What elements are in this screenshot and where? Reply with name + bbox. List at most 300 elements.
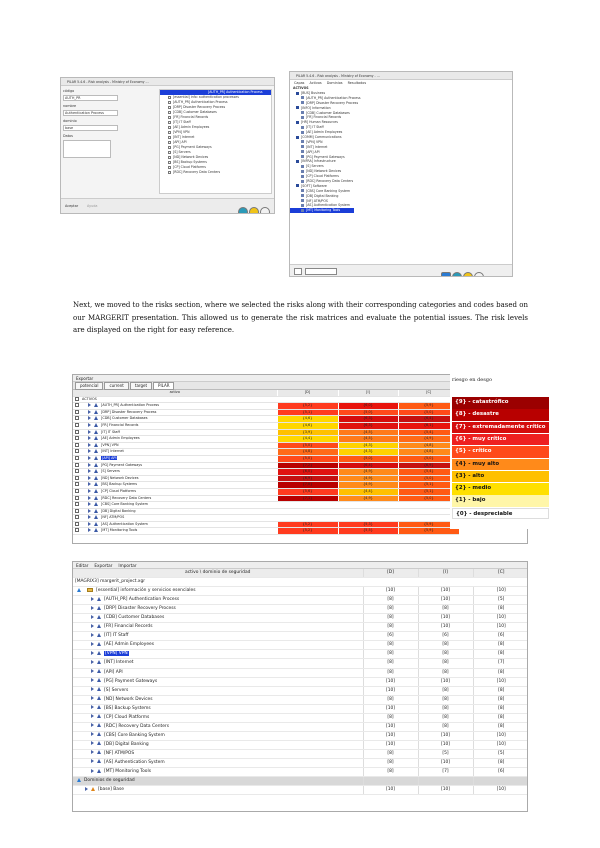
legend-item: {7} - extremadamente crítico (452, 422, 549, 434)
checkbox-icon[interactable] (75, 436, 79, 440)
asset-icon (94, 522, 98, 526)
asset-icon (301, 189, 304, 192)
risk-value-i: {4,9} (338, 469, 398, 476)
valuation-value-i: [8] (418, 668, 473, 677)
valuation-row[interactable] (73, 722, 528, 731)
valuation-row[interactable] (73, 668, 528, 677)
checkbox-icon[interactable] (75, 443, 79, 447)
valuation-value-c: [8] (473, 650, 528, 659)
risk-row[interactable] (73, 442, 459, 449)
valuation-value-d: [8] (363, 659, 418, 668)
expand-icon[interactable] (88, 502, 91, 506)
warning-icon[interactable] (463, 272, 473, 277)
checkbox-icon[interactable] (168, 126, 171, 129)
checkbox-icon[interactable] (75, 502, 79, 506)
expand-icon[interactable] (91, 723, 94, 727)
checkbox-icon[interactable] (168, 136, 171, 139)
expand-icon[interactable] (88, 489, 91, 493)
expand-icon[interactable] (88, 528, 91, 532)
expand-icon[interactable] (88, 476, 91, 480)
expand-icon[interactable] (91, 759, 94, 763)
tab-pilar[interactable]: PILAR (153, 382, 174, 390)
valuation-row[interactable] (73, 704, 528, 713)
expand-icon[interactable] (88, 436, 91, 440)
valuation-value-i: [10] (418, 614, 473, 623)
valuation-asset-cell (73, 614, 363, 623)
risk-value-c: {5,0} (398, 409, 459, 416)
risk-asset-label: [NF] ATM/POS (101, 515, 125, 520)
tree-item-label: [NF] ATM/POS (306, 198, 328, 203)
expand-icon[interactable] (91, 606, 94, 610)
risk-value-c: {5,1} (398, 482, 459, 489)
risk-row[interactable] (73, 515, 459, 522)
asset-icon (97, 606, 101, 610)
risk-asset-label: [INT] Internet (101, 449, 124, 454)
risk-value-i (338, 502, 398, 509)
checkbox-icon[interactable] (168, 131, 171, 134)
valuation-row[interactable] (73, 749, 528, 758)
valuation-value-d: [10] (363, 731, 418, 740)
risk-value-c: {4,8} (398, 449, 459, 456)
valuation-row[interactable] (73, 677, 528, 686)
risk-row[interactable] (73, 521, 459, 528)
valuation-asset-label: [BS] Backup Systems (104, 705, 151, 711)
tree-root: ACTIVOS (293, 86, 309, 90)
menu-item[interactable]: Exportar (94, 563, 113, 568)
expand-icon[interactable] (88, 456, 91, 460)
risk-row[interactable] (73, 416, 459, 423)
field-label: código (63, 89, 75, 93)
risk-asset-cell (73, 475, 277, 482)
risk-value-d: {3,9} (277, 429, 338, 436)
expand-icon[interactable] (91, 597, 94, 601)
globe-icon[interactable] (238, 207, 248, 214)
valuation-row[interactable] (73, 659, 528, 668)
checkbox-icon[interactable] (168, 116, 171, 119)
risk-row[interactable] (73, 462, 459, 469)
tab-potencial[interactable]: potencial (75, 382, 103, 390)
expand-icon[interactable] (88, 410, 91, 414)
checkbox-icon[interactable] (168, 121, 171, 124)
checkbox-icon[interactable] (75, 397, 79, 401)
risk-row[interactable] (73, 422, 459, 429)
risk-value-i: {4,3} (338, 449, 398, 456)
risk-row[interactable] (73, 482, 459, 489)
asset-icon (301, 194, 304, 197)
valuation-asset-label: [S] Servers (104, 687, 129, 693)
valuation-value-c: [10] (473, 786, 528, 795)
asset-icon (97, 723, 101, 727)
warning-icon[interactable] (249, 207, 259, 214)
valuation-asset-label: [VPN] VPN (105, 651, 128, 657)
valuation-asset-cell (73, 740, 363, 749)
tree-item-label: [CP] Cloud Platforms (306, 174, 339, 179)
expand-icon[interactable] (88, 496, 91, 500)
valuation-row[interactable] (73, 695, 528, 704)
valuation-value-i: [6] (418, 632, 473, 641)
risk-asset-cell (73, 508, 277, 515)
valuation-row[interactable] (73, 650, 528, 659)
menu-item[interactable]: Capas (294, 81, 305, 85)
expand-icon[interactable] (91, 660, 94, 664)
expand-icon[interactable] (88, 522, 91, 526)
risk-row[interactable] (73, 488, 459, 495)
risk-value-d: {5,1} (277, 409, 338, 416)
valuation-asset-cell (73, 713, 363, 722)
risk-asset-cell (73, 502, 277, 509)
menu-item[interactable]: Resultados (347, 81, 367, 85)
asset-icon (301, 165, 304, 168)
expand-icon[interactable] (91, 696, 94, 700)
valuation-value-i: [7] (418, 768, 473, 777)
risk-row[interactable] (73, 502, 459, 509)
expand-icon[interactable] (88, 423, 91, 427)
checkbox-icon[interactable] (168, 96, 171, 99)
checkbox-icon[interactable] (168, 146, 171, 149)
valuation-asset-cell (73, 777, 363, 786)
tree-item-label: [INFO] Information (301, 105, 331, 110)
risk-value-d: {5,2} (277, 403, 338, 410)
checkbox-icon[interactable] (75, 476, 79, 480)
valuation-header-asset: activo \ dominio de seguridad (73, 569, 363, 578)
risk-root-row[interactable] (73, 396, 459, 403)
valuation-asset-label: [AUTH_PR] Authentication Process (104, 597, 180, 603)
risk-root-label: ACTIVOS (82, 396, 97, 401)
risk-row[interactable] (73, 528, 459, 535)
checkbox-icon[interactable] (168, 111, 171, 114)
tree-item-label: [DRP] Disaster Recovery Process (173, 105, 226, 109)
legend-item: {3} - alto (452, 471, 549, 483)
help-tab[interactable]: Ayuda (87, 204, 98, 208)
tree-item-label: [IT] IT Staff (306, 125, 324, 130)
tab-target[interactable]: target (130, 382, 152, 390)
risk-table (73, 390, 459, 535)
tree-item-label: [PG] Payment Gateways (306, 154, 345, 159)
field-label: Datos (63, 134, 73, 138)
valuation-row[interactable] (73, 641, 528, 650)
valuation-value-i: [10] (418, 731, 473, 740)
checkbox-icon[interactable] (168, 156, 171, 159)
menu-item[interactable]: Editar (76, 563, 89, 568)
collapse-icon[interactable] (77, 778, 81, 782)
valuation-value-i: [8] (418, 704, 473, 713)
checkbox-icon[interactable] (75, 528, 79, 532)
expand-icon[interactable] (91, 769, 94, 773)
risk-asset-label: [DB] Digital Banking (101, 508, 136, 513)
legend-item: {4} - muy alto (452, 459, 549, 471)
checkbox-icon[interactable] (75, 509, 79, 513)
expand-icon[interactable] (91, 633, 94, 637)
valuation-value-c: [10] (473, 740, 528, 749)
expand-icon[interactable] (91, 669, 94, 673)
valuation-value-d: [8] (363, 641, 418, 650)
expand-icon[interactable] (91, 687, 94, 691)
risk-value-i: {4,9} (338, 482, 398, 489)
asset-icon (301, 145, 304, 148)
checkbox-icon[interactable] (168, 161, 171, 164)
risk-value-i: {4,4} (338, 488, 398, 495)
risk-asset-cell (73, 488, 277, 495)
risk-value-d: {4,6} (277, 416, 338, 423)
valuation-row[interactable] (73, 605, 528, 614)
risk-row[interactable] (73, 495, 459, 502)
checkbox-icon[interactable] (75, 449, 79, 453)
asset-icon (94, 436, 98, 440)
legend-item: {1} - bajo (452, 495, 549, 507)
risk-value-c: {5,0} (398, 495, 459, 502)
field-input[interactable] (63, 140, 111, 158)
expand-icon[interactable] (91, 642, 94, 646)
risk-value-i: {5,3} (338, 521, 398, 528)
valuation-row[interactable] (73, 614, 528, 623)
checkbox-icon[interactable] (168, 141, 171, 144)
expand-icon[interactable] (91, 615, 94, 619)
legend-item: {9} - catastrófico (452, 397, 549, 409)
checkbox-icon[interactable] (75, 482, 79, 486)
valuation-value-d: [10] (363, 686, 418, 695)
valuation-value-c: [8] (473, 686, 528, 695)
valuation-asset-label: [NF] ATM/POS (104, 750, 135, 756)
expand-icon[interactable] (88, 509, 91, 513)
valuation-asset-cell (73, 768, 363, 777)
expand-icon[interactable] (88, 430, 91, 434)
checkbox-icon[interactable] (75, 515, 79, 519)
valuation-row[interactable] (73, 768, 528, 777)
valuation-asset-label: [CP] Cloud Platforms (104, 714, 150, 720)
valuation-asset-label: [FR] Financial Records (104, 624, 153, 630)
risk-row[interactable] (73, 429, 459, 436)
valuation-row[interactable] (73, 632, 528, 641)
tree-item-label: [RDC] Recovery Data Centers (306, 179, 354, 184)
valuation-value-i: [8] (418, 713, 473, 722)
accept-button[interactable]: Aceptar (65, 204, 79, 208)
risk-value-d: {5,2} (277, 528, 338, 535)
tree-item-label: [VPN] VPN (306, 139, 323, 144)
asset-icon (94, 423, 98, 427)
field-label: dominio (63, 119, 77, 123)
save-icon[interactable] (441, 272, 451, 277)
expand-icon[interactable] (88, 449, 91, 453)
asset-icon (94, 456, 98, 460)
valuation-table (73, 569, 528, 795)
asset-icon (301, 140, 304, 143)
legend-item: {5} - crítico (452, 446, 549, 458)
risk-value-i (338, 508, 398, 515)
tree-item[interactable] (290, 208, 354, 213)
asset-icon (94, 410, 98, 414)
tree-item-label: [INFRA] Infrastructure (301, 159, 336, 164)
valuation-row[interactable] (73, 713, 528, 722)
valuation-value-d: [8] (363, 758, 418, 767)
risk-asset-label: [IT] IT Staff (101, 429, 120, 434)
valuation-asset-cell (73, 659, 363, 668)
asset-icon (94, 469, 98, 473)
expand-icon[interactable] (88, 443, 91, 447)
window-title: PILAR 5.4.6 - Risk analysis - Ministry of Economy ... (61, 78, 274, 86)
valuation-row[interactable] (73, 686, 528, 695)
menu-item[interactable]: Dominios (326, 81, 343, 85)
checkbox-icon[interactable] (168, 101, 171, 104)
valuation-value-d: [8] (363, 768, 418, 777)
valuation-asset-label: [ND] Network Devices (104, 696, 153, 702)
risk-asset-cell (73, 469, 277, 476)
asset-icon (94, 496, 98, 500)
checkbox-icon[interactable] (75, 403, 79, 407)
expand-icon[interactable] (91, 741, 94, 745)
valuation-row[interactable] (73, 596, 528, 605)
expand-icon[interactable] (91, 732, 94, 736)
checkbox-icon[interactable] (168, 106, 171, 109)
tree-item-label: [INT] Internet (173, 135, 195, 139)
collapse-icon[interactable] (77, 588, 81, 592)
tree-item-label: [BS] Backup Systems (173, 160, 207, 164)
menu-bar (73, 562, 527, 569)
risk-asset-cell (73, 449, 277, 456)
asset-icon (97, 633, 101, 637)
expand-icon[interactable] (88, 469, 91, 473)
search-field[interactable] (305, 268, 337, 275)
folder-icon (296, 121, 299, 124)
valuation-value-i: [10] (418, 677, 473, 686)
valuation-row[interactable] (73, 740, 528, 749)
expand-icon[interactable] (91, 624, 94, 628)
valuation-row[interactable] (73, 758, 528, 767)
checkbox-icon[interactable] (75, 456, 79, 460)
help-icon[interactable] (260, 207, 270, 214)
checkbox-icon[interactable] (75, 423, 79, 427)
checkbox-icon[interactable] (168, 166, 171, 169)
tab-current[interactable]: current (104, 382, 128, 390)
risk-asset-cell (73, 515, 277, 522)
expand-icon[interactable] (91, 714, 94, 718)
valuation-value-i: [8] (418, 722, 473, 731)
help-icon[interactable] (474, 272, 484, 277)
asset-icon (301, 150, 304, 153)
risk-row[interactable] (73, 508, 459, 515)
risk-row[interactable] (73, 469, 459, 476)
risk-value-d: {4,4} (277, 436, 338, 443)
checkbox-icon[interactable] (75, 416, 79, 420)
risk-asset-label: [VPN] VPN (101, 442, 119, 447)
risk-value-i (338, 515, 398, 522)
asset-icon (97, 615, 101, 619)
checkbox-icon[interactable] (75, 496, 79, 500)
risk-asset-cell (73, 409, 277, 416)
project-row[interactable] (73, 578, 528, 587)
risk-value-d: {4,8} (277, 449, 338, 456)
risk-row[interactable] (73, 403, 459, 410)
asset-icon (94, 482, 98, 486)
asset-icon (97, 769, 101, 773)
risk-value-d: {4,6} (277, 422, 338, 429)
asset-icon (301, 180, 304, 183)
legend-title: riesgo en desgo (452, 377, 493, 383)
risk-row[interactable] (73, 436, 459, 443)
asset-icon (301, 111, 304, 114)
valuation-asset-cell (73, 650, 363, 659)
expand-icon[interactable] (85, 787, 88, 791)
checkbox-icon[interactable] (75, 522, 79, 526)
risk-asset-label: [AE] Admin Employees (101, 436, 140, 441)
legend-item: {0} - despreciable (452, 508, 549, 520)
menu-item[interactable]: Importar (118, 563, 137, 568)
expand-icon[interactable] (88, 403, 91, 407)
expand-icon[interactable] (88, 515, 91, 519)
risk-value-i: {6,3} (338, 422, 398, 429)
expand-icon[interactable] (88, 482, 91, 486)
valuation-asset-cell (73, 704, 363, 713)
valuation-value-c: [8] (473, 695, 528, 704)
expand-icon[interactable] (91, 750, 94, 754)
risk-row[interactable] (73, 455, 459, 462)
menu-item[interactable]: Activos (309, 81, 322, 85)
field-input[interactable]: base (63, 125, 118, 131)
risk-row[interactable] (73, 475, 459, 482)
nav-button[interactable] (294, 268, 302, 275)
checkbox-icon[interactable] (168, 171, 171, 174)
expand-icon[interactable] (91, 705, 94, 709)
project-name: [MAGRIX3] margerit_project.xgr (73, 578, 528, 587)
valuation-row[interactable] (73, 623, 528, 632)
valuation-asset-cell (73, 731, 363, 740)
risk-value-d: {7,0} (277, 482, 338, 489)
expand-icon[interactable] (88, 416, 91, 420)
valuation-row[interactable] (73, 786, 528, 795)
valuation-value-d: [8] (363, 623, 418, 632)
valuation-row[interactable] (73, 731, 528, 740)
valuation-row[interactable] (73, 587, 528, 596)
field-input[interactable]: AUTH_PR (63, 95, 118, 101)
field-input[interactable]: Authentication Process (63, 110, 118, 116)
valuation-row[interactable] (73, 777, 528, 786)
checkbox-icon[interactable] (75, 463, 79, 467)
asset-icon (97, 651, 101, 655)
tree-item-label: [CP] Cloud Platforms (173, 165, 206, 169)
valuation-asset-label: [base] Base (98, 787, 124, 793)
valuation-value-i: [8] (418, 686, 473, 695)
risk-header-asset: activo (73, 390, 277, 396)
risk-row[interactable] (73, 409, 459, 416)
risk-asset-label: [PG] Payment Gateways (101, 462, 143, 467)
checkbox-icon[interactable] (75, 410, 79, 414)
asset-form (63, 89, 121, 194)
valuation-header-d: [D] (363, 569, 418, 578)
asset-icon (301, 204, 304, 207)
legend-item: {2} - medio (452, 483, 549, 495)
tree-item[interactable] (160, 170, 271, 175)
checkbox-icon[interactable] (168, 151, 171, 154)
tree-item-label: [FR] Financial Records (306, 115, 342, 120)
expand-icon[interactable] (91, 651, 94, 655)
export-menu[interactable]: Exportar (73, 375, 527, 382)
checkbox-icon[interactable] (75, 489, 79, 493)
risk-row[interactable] (73, 449, 459, 456)
globe-icon[interactable] (452, 272, 462, 277)
checkbox-icon[interactable] (75, 430, 79, 434)
tree-item-label: [AUTH_PR] Authentication Process (306, 95, 361, 100)
valuation-value-d: [10] (363, 740, 418, 749)
valuation-value-i: [10] (418, 758, 473, 767)
valuation-value-d: [8] (363, 614, 418, 623)
valuation-asset-label: [CDB] Customer Databases (104, 615, 165, 621)
valuation-asset-cell (73, 686, 363, 695)
valuation-value-d (363, 777, 418, 786)
asset-icon (97, 669, 101, 673)
expand-icon[interactable] (88, 463, 91, 467)
asset-icon (97, 732, 101, 736)
checkbox-icon[interactable] (75, 469, 79, 473)
expand-icon[interactable] (91, 678, 94, 682)
